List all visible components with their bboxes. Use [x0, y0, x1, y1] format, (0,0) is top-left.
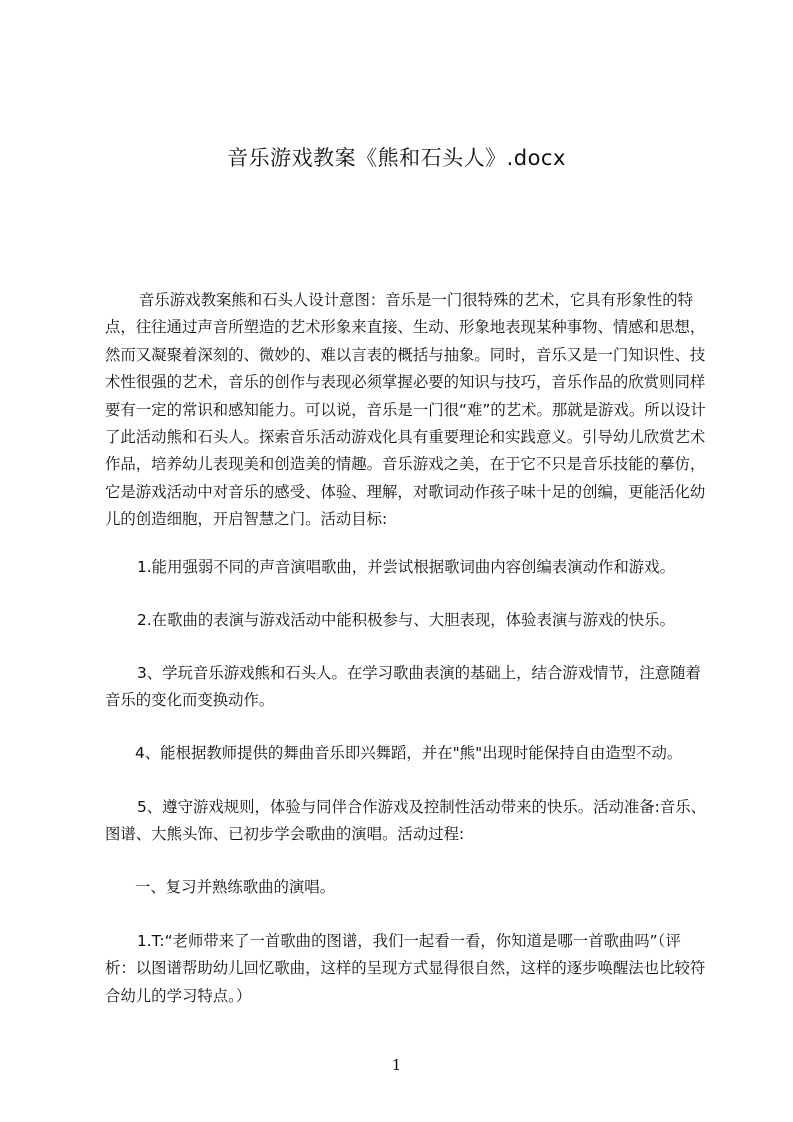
- section-heading-step-1: 一、复习并熟练歌曲的演唱。: [135, 878, 336, 896]
- paragraph-step-1-item-1: 1.T:“老师带来了一首歌曲的图谱，我们一起看一看，你知道是哪一首歌曲吗”（评析：以图谱帮助幼儿回忆歌曲，这样的呈现方式显得很自然，这样的逐步唤醒法也比较符合幼儿的学习特点。）: [105, 932, 706, 1005]
- paragraph-objective-1: 1.能用强弱不同的声音演唱歌曲，并尝试根据歌词曲内容创编表演动作和游戏。: [137, 558, 675, 576]
- paragraph-design-intent: 音乐游戏教案熊和石头人设计意图：音乐是一门很特殊的艺术，它具有形象性的特点，往往通过声音所塑造的艺术形象来直接、生动、形象地表现某种事物、情感和思想，然而又凝聚着深刻的、微妙的、难以言表的概括与抽象。同时，音乐又是一门知识性、技术性很强的艺术，音乐的创作与表现必须掌握必要的知识与技巧，音乐作品的欣赏则同样要有一定的常识和感知能力。可以说，音乐是一门很“难”的艺术。那就是游戏。所以设计了此活动熊和石头人。探索音乐活动游戏化具有重要理论和实践意义。引导幼儿欣赏艺术作品，培养幼儿表现美和创造美的情趣。音乐游戏之美，在于它不只是音乐技能的摹仿，它是游戏活动中对音乐的感受、体验、理解，对歌词动作孩子味十足的创编，更能活化幼儿的创造细胞，开启智慧之门。活动目标:: [105, 291, 706, 529]
- paragraph-objective-5: 5、遵守游戏规则，体验与同伴合作游戏及控制性活动带来的快乐。活动准备:音乐、图谱、大熊头饰、已初步学会歌曲的演唱。活动过程:: [105, 798, 707, 844]
- paragraph-objective-4: 4、能根据教师提供的舞曲音乐即兴舞蹈，并在"熊"出现时能保持自由造型不动。: [135, 744, 683, 762]
- page-number: 1: [391, 1056, 402, 1074]
- paragraph-objective-3: 3、学玩音乐游戏熊和石头人。在学习歌曲表演的基础上，结合游戏情节，注意随着音乐的变化而变换动作。: [105, 664, 701, 710]
- document-title: 音乐游戏教案《熊和石头人》.docx: [227, 146, 566, 170]
- paragraph-objective-2: 2.在歌曲的表演与游戏活动中能积极参与、大胆表现，体验表演与游戏的快乐。: [137, 611, 675, 629]
